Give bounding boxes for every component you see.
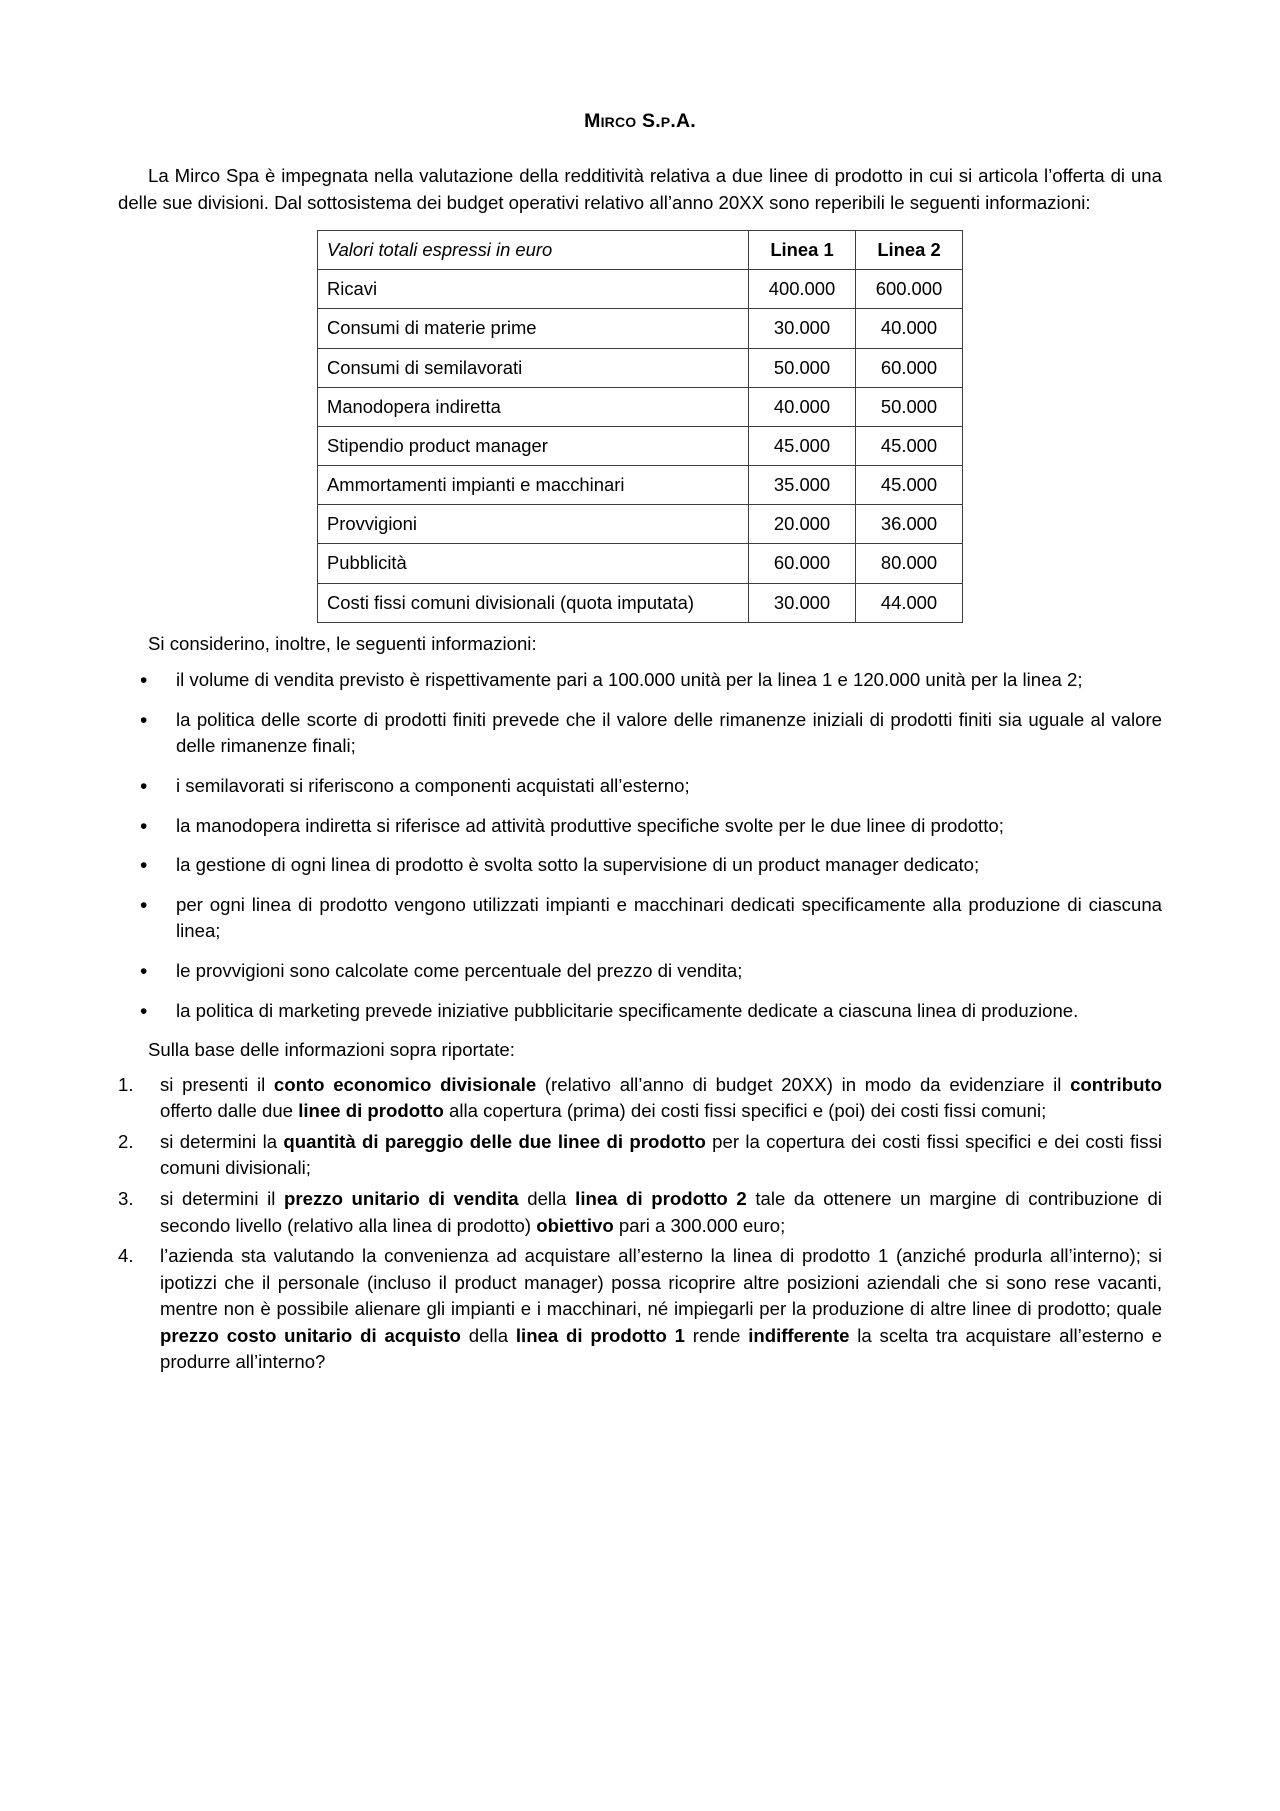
bullets-intro: Si considerino, inoltre, le seguenti informazioni: [148, 632, 537, 654]
question-item [118, 1243, 1162, 1376]
questions-list [118, 1072, 1162, 1376]
intro-paragraph: La Mirco Spa è impegnata nella valutazione della redditività relativa a due linee di prodotto in cui si articola l’offerta di una delle sue divisioni. Dal sottosistema dei budget operativi relativo all’anno 20XX sono reperibili le seguenti informazioni: [118, 165, 1162, 213]
questions-intro: Sulla base delle informazioni sopra riportate: [148, 1039, 515, 1061]
table-header-linea2: Linea 2 [856, 231, 963, 270]
question-text [160, 1188, 1162, 1236]
bullet-icon: • [140, 775, 148, 799]
question-text-run: l’azienda sta valutando la convenienza ad acquistare all’esterno la linea di prodotto 1 (anziché produrla all’interno); si ipotizzi che il personale (incluso il product manager) possa ricoprire altre posizioni aziendali che si sono rese vacanti, mentre non è possibile alienare gli impianti e i macchinari, né impiegarli per la produzione di altre linee di prodotto; quale [160, 1245, 1162, 1320]
table-cell-linea2: 80.000 [856, 544, 963, 583]
question-number: 2. [118, 1130, 134, 1152]
table-row [318, 348, 963, 387]
list-item-text: per ogni linea di prodotto vengono utilizzati impianti e macchinari dedicati specificamente alla produzione di ciascuna linea; [176, 893, 1162, 942]
table-cell-label: Ammortamenti impianti e macchinari [318, 466, 749, 505]
table-cell-label: Pubblicità [318, 544, 749, 583]
list-item [118, 998, 1162, 1025]
question-number: 4. [118, 1245, 134, 1267]
question-text-run: rende [684, 1324, 749, 1346]
question-text-run: offerto dalle due [160, 1100, 299, 1122]
table-cell-linea1: 20.000 [749, 505, 856, 544]
table-cell-linea1: 45.000 [749, 426, 856, 465]
table-row [318, 505, 963, 544]
table-row [318, 583, 963, 622]
table-cell-linea2: 50.000 [856, 387, 963, 426]
question-text-run: si determini la [160, 1130, 284, 1152]
question-text-run: pari a 300.000 euro; [613, 1214, 786, 1236]
table-header-row [318, 231, 963, 270]
question-text-run: alla copertura (prima) dei costi fissi specifici e (poi) dei costi fissi comuni; [443, 1100, 1047, 1122]
question-text-run: la scelta tra acquistare all’esterno e produrre all’interno? [160, 1324, 1162, 1373]
bullet-icon: • [140, 854, 148, 878]
table-cell-label: Ricavi [318, 270, 749, 309]
list-item [118, 852, 1162, 879]
bullet-icon: • [140, 999, 148, 1023]
question-text [160, 1245, 1162, 1372]
question-text-run: si determini il [160, 1187, 285, 1209]
table-cell-linea2: 36.000 [856, 505, 963, 544]
table-cell-linea2: 44.000 [856, 583, 963, 622]
budget-table-wrapper [118, 230, 1162, 623]
question-text [160, 1131, 1162, 1179]
question-text-run: per la copertura dei costi fissi specifici e dei costi fissi comuni divisionali; [160, 1130, 1162, 1179]
list-item [118, 773, 1162, 800]
question-text-run: si presenti il [160, 1073, 274, 1095]
table-cell-linea1: 30.000 [749, 309, 856, 348]
list-item [118, 707, 1162, 760]
question-text-run: (relativo all’anno di budget 20XX) in modo da evidenziare il [536, 1073, 1071, 1095]
question-number: 3. [118, 1187, 134, 1209]
question-text-emphasis: obiettivo [536, 1214, 614, 1236]
table-row [318, 544, 963, 583]
question-text-emphasis: linea di prodotto 1 [515, 1324, 685, 1346]
budget-table-body [318, 231, 963, 623]
question-text [160, 1074, 1162, 1122]
table-header-linea1: Linea 1 [749, 231, 856, 270]
question-text-emphasis: quantità di pareggio delle due linee di prodotto [283, 1130, 706, 1152]
list-item [118, 667, 1162, 694]
table-cell-linea2: 40.000 [856, 309, 963, 348]
table-cell-label: Stipendio product manager [318, 426, 749, 465]
page-title: Mirco S.p.A. [584, 110, 696, 132]
table-cell-linea2: 45.000 [856, 466, 963, 505]
budget-table [317, 230, 963, 623]
table-cell-linea1: 30.000 [749, 583, 856, 622]
question-item [118, 1072, 1162, 1125]
bullet-icon: • [140, 708, 148, 732]
question-text-emphasis: prezzo unitario di vendita [284, 1187, 519, 1209]
table-cell-label: Manodopera indiretta [318, 387, 749, 426]
list-item-text: la politica delle scorte di prodotti finiti prevede che il valore delle rimanenze iniziali di prodotti finiti sia uguale al valore delle rimanenze finali; [176, 708, 1162, 757]
bullet-icon: • [140, 669, 148, 693]
table-cell-label: Costi fissi comuni divisionali (quota imputata) [318, 583, 749, 622]
question-item [118, 1186, 1162, 1239]
question-text-emphasis: contributo [1070, 1073, 1162, 1095]
question-item [118, 1129, 1162, 1182]
list-item [118, 892, 1162, 945]
list-item [118, 958, 1162, 985]
table-cell-linea1: 35.000 [749, 466, 856, 505]
table-cell-label: Consumi di materie prime [318, 309, 749, 348]
question-text-emphasis: linea di prodotto 2 [575, 1187, 747, 1209]
question-text-run: della [518, 1187, 576, 1209]
table-cell-label: Consumi di semilavorati [318, 348, 749, 387]
list-item [118, 813, 1162, 840]
list-item-text: la gestione di ogni linea di prodotto è svolta sotto la supervisione di un product manager dedicato; [176, 854, 980, 876]
table-cell-linea2: 45.000 [856, 426, 963, 465]
question-text-emphasis: prezzo costo unitario di acquisto [160, 1324, 461, 1346]
table-cell-linea1: 400.000 [749, 270, 856, 309]
list-item-text: la politica di marketing prevede iniziative pubblicitarie specificamente dedicate a ciascuna linea di produzione. [176, 999, 1079, 1021]
list-item-text: i semilavorati si riferiscono a componenti acquistati all’esterno; [176, 775, 690, 797]
table-cell-label: Provvigioni [318, 505, 749, 544]
table-header-label: Valori totali espressi in euro [318, 231, 749, 270]
table-row [318, 466, 963, 505]
table-row [318, 309, 963, 348]
bullet-icon: • [140, 814, 148, 838]
question-text-run: della [460, 1324, 516, 1346]
bullet-icon: • [140, 893, 148, 917]
list-item-text: le provvigioni sono calcolate come percentuale del prezzo di vendita; [176, 959, 743, 981]
table-cell-linea1: 50.000 [749, 348, 856, 387]
bullet-icon: • [140, 959, 148, 983]
list-item-text: la manodopera indiretta si riferisce ad attività produttive specifiche svolte per le due linee di prodotto; [176, 814, 1004, 836]
assumptions-list [118, 667, 1162, 1024]
table-row [318, 270, 963, 309]
table-row [318, 387, 963, 426]
question-text-emphasis: conto economico divisionale [273, 1073, 537, 1095]
table-cell-linea1: 60.000 [749, 544, 856, 583]
table-cell-linea2: 600.000 [856, 270, 963, 309]
list-item-text: il volume di vendita previsto è rispettivamente pari a 100.000 unità per la linea 1 e 120.000 unità per la linea 2; [176, 669, 1083, 691]
table-cell-linea1: 40.000 [749, 387, 856, 426]
table-row [318, 426, 963, 465]
question-number: 1. [118, 1073, 134, 1095]
question-text-run: tale da ottenere un margine di contribuzione di secondo livello (relativo alla linea di prodotto) [160, 1187, 1162, 1236]
table-cell-linea2: 60.000 [856, 348, 963, 387]
question-text-emphasis: indifferente [748, 1324, 850, 1346]
question-text-emphasis: linee di prodotto [298, 1100, 444, 1122]
